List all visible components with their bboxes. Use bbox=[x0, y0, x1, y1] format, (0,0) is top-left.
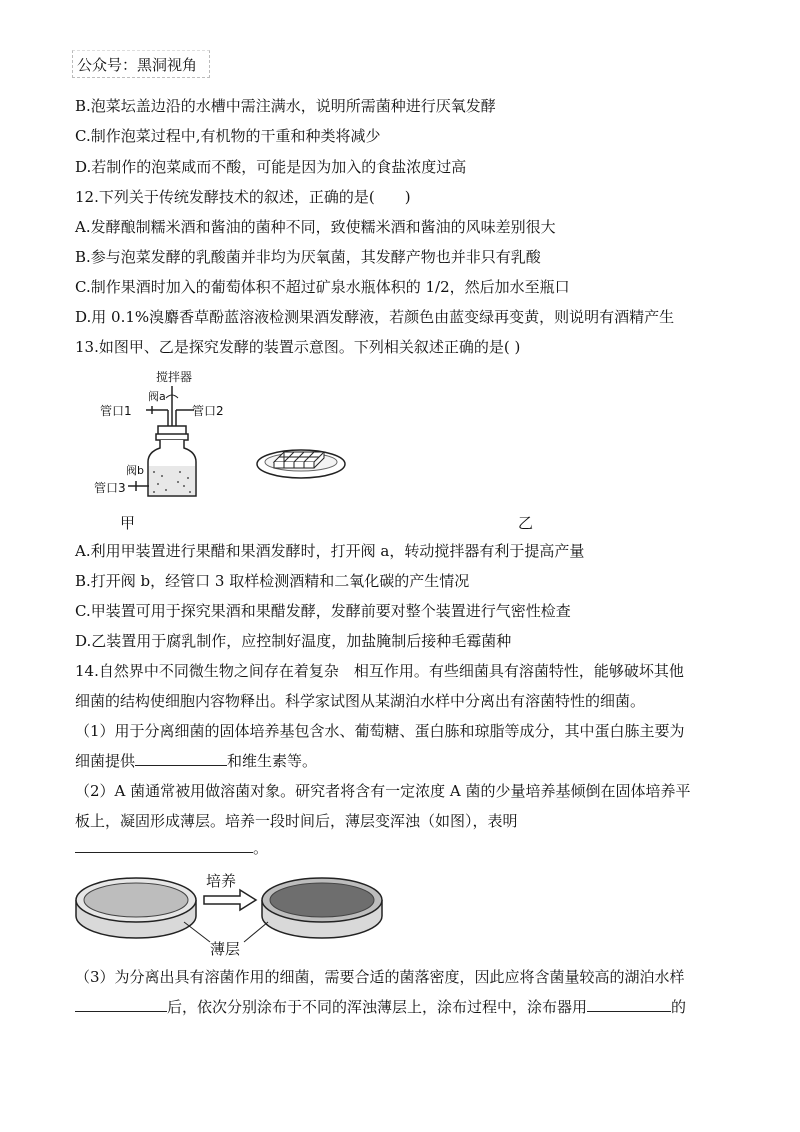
culture-label: 培养 bbox=[206, 872, 237, 890]
q14-part2-line3 bbox=[75, 838, 268, 858]
q14-part2-line1: （2）A 菌通常被用做溶菌对象。研究者将含有一定浓度 A 菌的少量培养基倾倒在固体培养平 bbox=[75, 782, 691, 800]
q11-option-b: B.泡菜坛盖边沿的水槽中需注满水，说明所需菌种进行厌氧发酵 bbox=[75, 97, 496, 115]
figure-label-yi: 乙 bbox=[518, 514, 534, 532]
valve-a-label: 阀a bbox=[148, 390, 166, 403]
port-3-label: 管口3 bbox=[94, 481, 126, 495]
q14-part3-post: 的 bbox=[671, 998, 687, 1016]
q14-part1-post: 和维生素等。 bbox=[227, 752, 318, 770]
q13-option-b: B.打开阀 b，经管口 3 取样检测酒精和二氧化碳的产生情况 bbox=[75, 572, 470, 590]
q14-part3-line1: （3）为分离出具有溶菌作用的细菌，需要合适的菌落密度，因此应将含菌量较高的湖泊水样 bbox=[75, 968, 685, 986]
petri-dish-figure bbox=[72, 860, 392, 960]
answer-blank-1[interactable] bbox=[135, 751, 227, 766]
stirrer-label: 搅拌器 bbox=[156, 370, 193, 384]
fermentation-apparatus-figure bbox=[88, 362, 358, 502]
q12-option-c: C.制作果酒时加入的葡萄体积不超过矿泉水瓶体积的 1/2，然后加水至瓶口 bbox=[75, 278, 570, 296]
q14-part1-line2 bbox=[75, 751, 317, 771]
q14-part1-pre: 细菌提供 bbox=[75, 752, 136, 770]
figure-label-jia: 甲 bbox=[120, 514, 136, 532]
q14-stem-line1: 14.自然界中不同微生物之间存在着复杂 相互作用。有些细菌具有溶菌特性，能够破坏其他 bbox=[75, 662, 684, 680]
q13-option-c: C.甲装置可用于探究果酒和果醋发酵，发酵前要对整个装置进行气密性检查 bbox=[75, 602, 571, 620]
q14-part3-mid: 后，依次分别涂布于不同的浑浊薄层上，涂布过程中，涂布器用 bbox=[167, 998, 588, 1016]
q12-option-d: D.用 0.1%溴麝香草酚蓝溶液检测果酒发酵液，若颜色由蓝变绿再变黄，则说明有酒精产生 bbox=[75, 308, 675, 326]
q13-option-d: D.乙装置用于腐乳制作，应控制好温度，加盐腌制后接种毛霉菌种 bbox=[75, 632, 512, 650]
q11-option-d: D.若制作的泡菜咸而不酸，可能是因为加入的食盐浓度过高 bbox=[75, 158, 467, 176]
q14-part2-post: 。 bbox=[253, 839, 269, 857]
valve-b-label: 阀b bbox=[126, 464, 144, 477]
port-1-label: 管口1 bbox=[100, 404, 132, 418]
answer-blank-4[interactable] bbox=[587, 997, 671, 1012]
port-2-label: 管口2 bbox=[192, 404, 224, 418]
q13-option-a: A.利用甲装置进行果醋和果酒发酵时，打开阀 a，转动搅拌器有利于提高产量 bbox=[75, 542, 585, 560]
q11-option-c: C.制作泡菜过程中,有机物的干重和种类将减少 bbox=[75, 127, 381, 145]
q12-option-b: B.参与泡菜发酵的乳酸菌并非均为厌氧菌，其发酵产物也并非只有乳酸 bbox=[75, 248, 541, 266]
q12-stem: 12.下列关于传统发酵技术的叙述，正确的是( ) bbox=[75, 188, 411, 206]
q14-part2-line2: 板上，凝固形成薄层。培养一段时间后，薄层变浑浊（如图），表明 bbox=[75, 812, 518, 830]
answer-blank-2[interactable] bbox=[75, 838, 253, 853]
header-watermark-box bbox=[72, 50, 210, 78]
q14-stem-line2: 细菌的结构使细胞内容物释出。科学家试图从某湖泊水样中分离出有溶菌特性的细菌。 bbox=[75, 692, 646, 710]
thin-layer-label: 薄层 bbox=[210, 940, 241, 958]
q12-option-a: A.发酵酿制糯米酒和酱油的菌种不同，致使糯米酒和酱油的风味差别很大 bbox=[75, 218, 556, 236]
answer-blank-3[interactable] bbox=[75, 997, 167, 1012]
q14-part1-line1: （1）用于分离细菌的固体培养基包含水、葡萄糖、蛋白胨和琼脂等成分，其中蛋白胨主要为 bbox=[75, 722, 685, 740]
header-watermark: 公众号：黑洞视角 bbox=[77, 56, 198, 74]
q14-part3-line2 bbox=[75, 997, 686, 1017]
q13-stem: 13.如图甲、乙是探究发酵的装置示意图。下列相关叙述正确的是( ) bbox=[75, 338, 521, 356]
